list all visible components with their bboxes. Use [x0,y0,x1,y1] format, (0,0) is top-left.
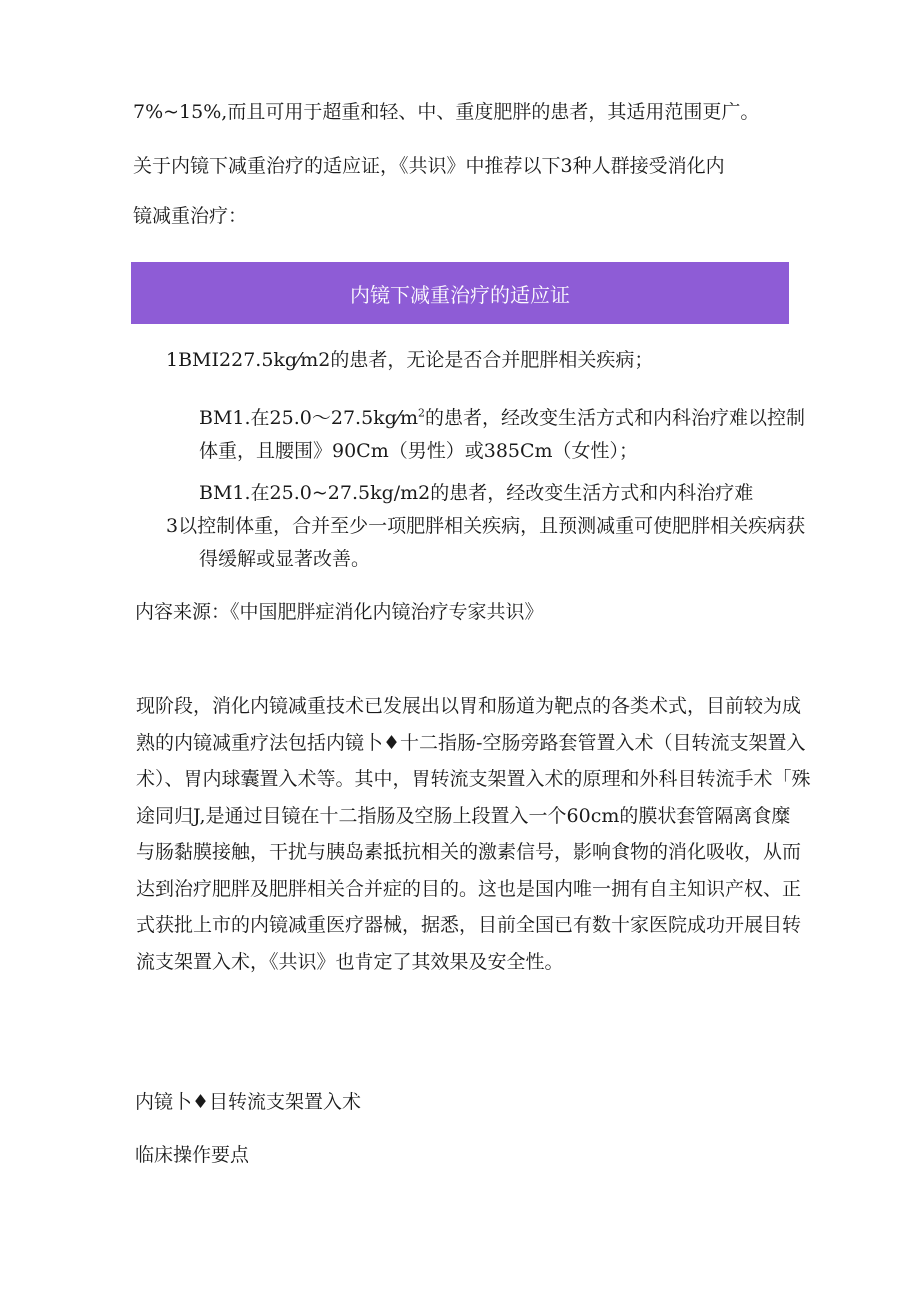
criteria-item-2-line-1a: BM1.在25.0～27.5kg⁄m [199,407,419,429]
criteria-item-3-line-2: 3以控制体重，合并至少一项肥胖相关疾病，且预测减重可使肥胖相关疾病获 [166,515,806,537]
intro-line-2: 关于内镜下减重治疗的适应证，《共识》中推荐以下3种人群接受消化内 [133,155,725,177]
body-paragraph [136,688,811,980]
section-heading-1: 内镜卜♦目转流支架置入术 [135,1091,362,1113]
section-heading-2: 临床操作要点 [135,1144,250,1166]
criteria-item-3-cont [166,510,805,576]
criteria-item-2-line-1 [199,402,805,435]
intro-line-3: 镜减重治疗： [133,205,248,227]
body-line-1: 现阶段，消化内镜减重技术已发展出以胃和肠道为靶点的各类术式，目前较为成 [136,695,802,717]
body-line-4: 途同归J,是通过目镜在十二指肠及空肠上段置入一个60cm的膜状套管隔离食糜 [136,804,791,827]
criteria-item-1-text: 1BMI227.5kg⁄m2的患者，无论是否合并肥胖相关疾病； [166,349,654,371]
criteria-item-2-line-2: 体重，且腰围》90Cm（男性）或385Cm（女性）； [199,440,639,462]
indications-banner [131,262,789,324]
criteria-item-2 [199,402,805,468]
criteria-item-2-line-1b: 的患者，经改变生活方式和内科治疗难以控制 [425,407,806,429]
body-line-5: 与肠黏膜接触，干扰与胰岛素抵抗相关的激素信号，影响食物的消化吸收，从而 [136,841,802,863]
body-line-2: 熟的内镜减重疗法包括内镜卜♦十二指肠-空肠旁路套管置入术（目转流支架置入 [136,731,806,754]
source-note: 内容来源：《中国肥胖症消化内镜治疗专家共识》 [135,601,544,623]
criteria-item-1 [166,344,653,377]
banner-title: 内镜下减重治疗的适应证 [350,282,570,307]
criteria-item-2-superscript: 2 [418,406,426,420]
body-line-7: 式获批上市的内镜减重医疗器械，据悉，目前全国已有数十家医院成功开展目转 [136,914,802,936]
criteria-item-3-line-3: 得缓解或显著改善。 [199,548,371,570]
body-line-3: 术）、胃内球囊置入术等。其中，胃转流支架置入术的原理和外科目转流手术「殊 [136,768,811,790]
body-line-6: 达到治疗肥胖及肥胖相关合并症的目的。这也是国内唯一拥有自主知识产权、正 [136,877,802,900]
intro-line-1: 7%~15%,而且可用于超重和轻、中、重度肥胖的患者，其适用范围更广。 [133,101,760,123]
body-line-8: 流支架置入术，《共识》也肯定了其效果及安全性。 [136,950,564,973]
criteria-item-3-line-1: BM1.在25.0~27.5kg/m2的患者，经改变生活方式和内科治疗难 [199,482,754,504]
